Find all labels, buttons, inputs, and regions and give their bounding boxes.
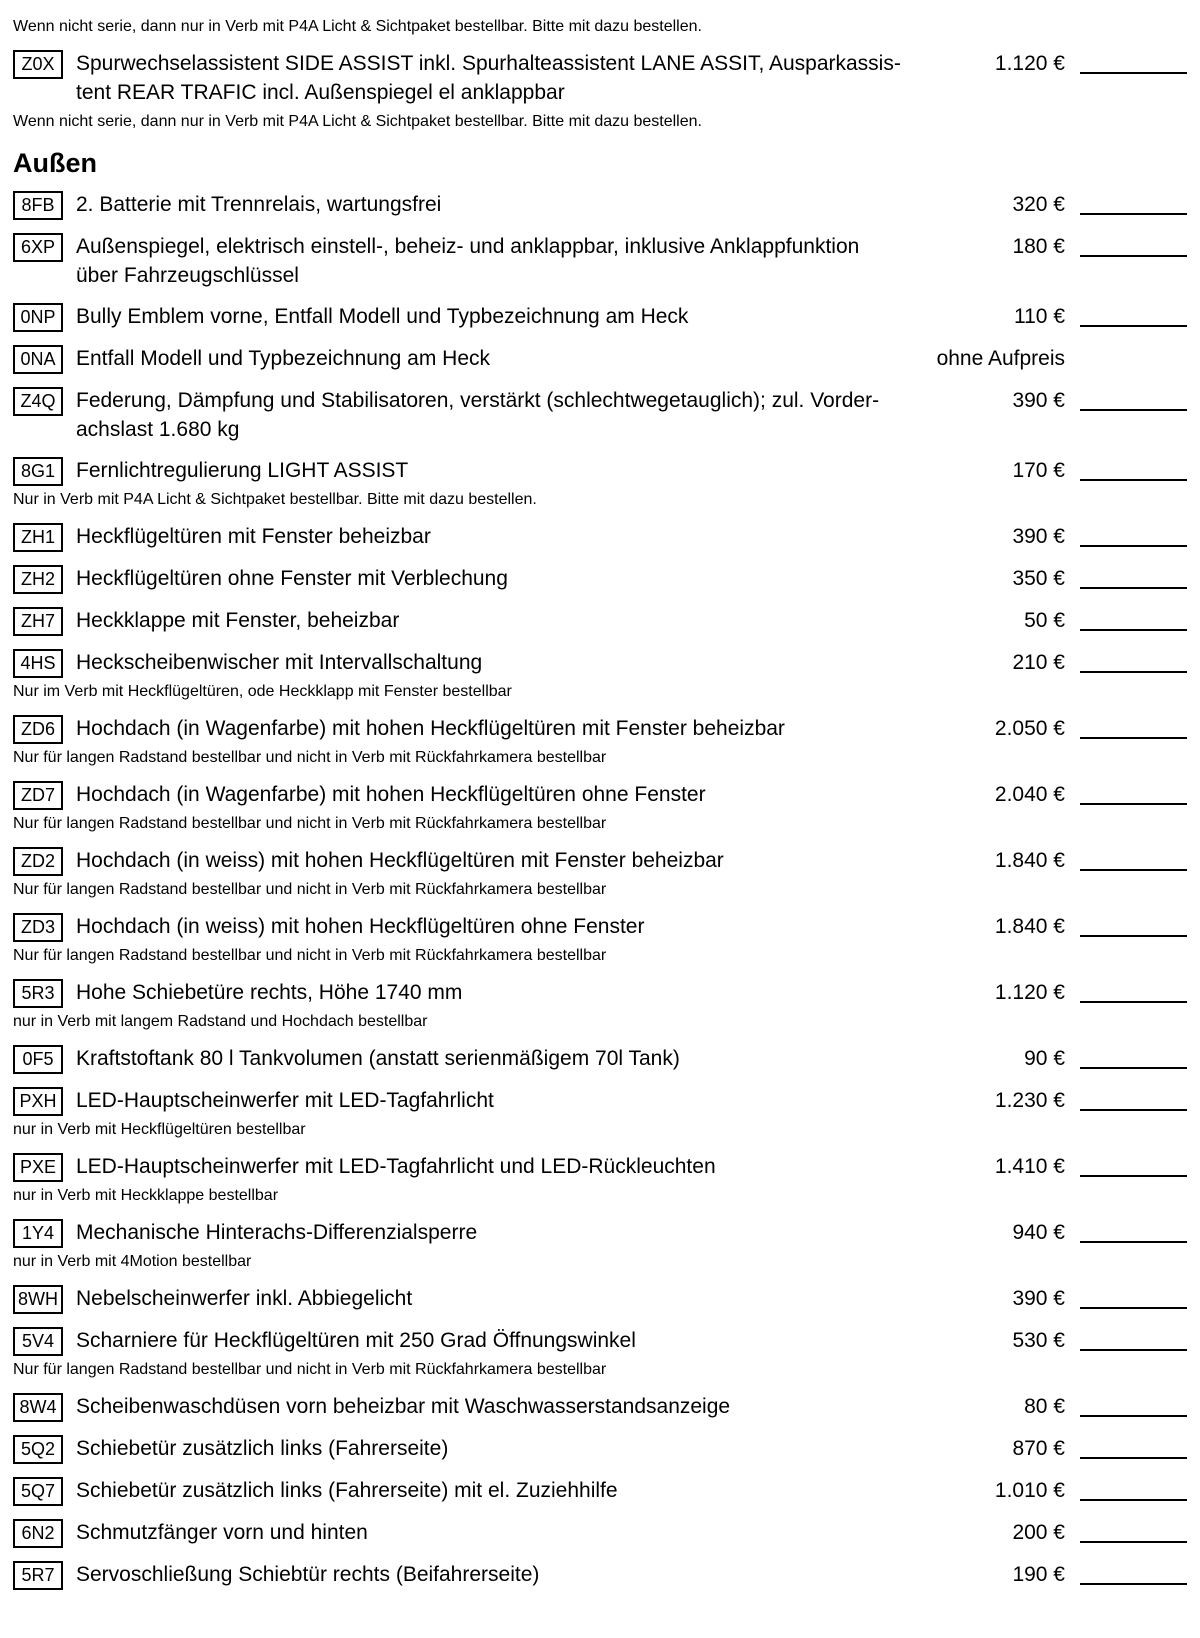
option-row bbox=[13, 49, 1187, 107]
order-fill-line[interactable] bbox=[1080, 780, 1187, 805]
option-description-line: achslast 1.680 kg bbox=[76, 418, 240, 441]
option-row bbox=[13, 1284, 1187, 1314]
order-fill-line[interactable] bbox=[1080, 1326, 1187, 1351]
option-code: Z4Q bbox=[20, 391, 56, 411]
option-code-box bbox=[13, 303, 63, 332]
option-row bbox=[13, 1044, 1187, 1074]
option-code-box bbox=[13, 1519, 63, 1548]
order-line-column bbox=[1065, 606, 1187, 631]
option-row bbox=[13, 1392, 1187, 1422]
order-fill-line[interactable] bbox=[1080, 302, 1187, 327]
option-code: 8FB bbox=[21, 195, 55, 215]
order-fill-line[interactable] bbox=[1080, 1476, 1187, 1501]
option-code: 6XP bbox=[20, 237, 56, 257]
restriction-note: nur in Verb mit langem Radstand und Hochdach bestellbar bbox=[13, 1013, 428, 1030]
option-price: 50 € bbox=[1024, 609, 1065, 632]
option-description bbox=[76, 1152, 935, 1181]
option-description-line: über Fahrzeugschlüssel bbox=[76, 264, 299, 287]
option-row bbox=[13, 1326, 1187, 1356]
option-code-box bbox=[13, 1327, 63, 1356]
option-description-line: Federung, Dämpfung und Stabilisatoren, verstärkt (schlechtwegetauglich); zul. Vorder- bbox=[76, 389, 880, 412]
option-code-box bbox=[13, 1561, 63, 1590]
option-code: ZD7 bbox=[20, 785, 55, 805]
option-description-line: Hochdach (in weiss) mit hohen Heckflügeltüren mit Fenster beheizbar bbox=[76, 849, 724, 872]
option-description bbox=[76, 1086, 935, 1115]
option-description bbox=[76, 1560, 935, 1589]
option-price: 530 € bbox=[1012, 1329, 1065, 1352]
order-fill-line[interactable] bbox=[1080, 1518, 1187, 1543]
option-row bbox=[13, 714, 1187, 744]
order-line-column bbox=[1065, 648, 1187, 673]
option-price: 110 € bbox=[1014, 305, 1065, 328]
option-code: ZH1 bbox=[20, 527, 55, 547]
option-price: 180 € bbox=[1012, 235, 1065, 258]
option-code-box bbox=[13, 607, 63, 636]
option-code: 5V4 bbox=[21, 1331, 55, 1351]
option-code: 1Y4 bbox=[21, 1223, 55, 1243]
option-code-box bbox=[13, 781, 63, 810]
option-code: 5Q7 bbox=[20, 1481, 56, 1501]
option-row bbox=[13, 456, 1187, 486]
order-line-column bbox=[1065, 978, 1187, 1003]
option-price: 390 € bbox=[1012, 525, 1065, 548]
order-fill-line[interactable] bbox=[1080, 1560, 1187, 1585]
order-line-column bbox=[1065, 912, 1187, 937]
order-fill-line[interactable] bbox=[1080, 386, 1187, 411]
option-price: 390 € bbox=[1012, 1287, 1065, 1310]
option-code: ZH2 bbox=[20, 569, 55, 589]
order-line-column bbox=[1065, 386, 1187, 411]
option-price: 870 € bbox=[1012, 1437, 1065, 1460]
option-description-line: Schmutzfänger vorn und hinten bbox=[76, 1521, 368, 1544]
option-row bbox=[13, 1434, 1187, 1464]
option-description-line: Hochdach (in Wagenfarbe) mit hohen Heckflügeltüren mit Fenster beheizbar bbox=[76, 717, 785, 740]
order-fill-line[interactable] bbox=[1080, 1218, 1187, 1243]
option-price: 350 € bbox=[1012, 567, 1065, 590]
option-code-box bbox=[13, 1435, 63, 1464]
option-code: 0NA bbox=[20, 349, 56, 369]
option-row bbox=[13, 302, 1187, 332]
option-description bbox=[76, 1518, 935, 1547]
order-fill-line[interactable] bbox=[1080, 456, 1187, 481]
order-fill-line[interactable] bbox=[1080, 1434, 1187, 1459]
option-description bbox=[76, 912, 935, 941]
option-code-box bbox=[13, 715, 63, 744]
restriction-note: Wenn nicht serie, dann nur in Verb mit P4A Licht & Sichtpaket bestellbar. Bitte mit dazu bestellen. bbox=[13, 113, 702, 130]
option-price: 90 € bbox=[1024, 1047, 1065, 1070]
option-code: ZH7 bbox=[20, 611, 55, 631]
order-line-column bbox=[1065, 190, 1187, 215]
option-description bbox=[76, 190, 935, 219]
option-code-box bbox=[13, 847, 63, 876]
option-price: 80 € bbox=[1024, 1395, 1065, 1418]
order-line-column bbox=[1065, 1044, 1187, 1069]
option-description bbox=[76, 1392, 935, 1421]
order-line-column bbox=[1065, 1476, 1187, 1501]
option-code-box bbox=[13, 1087, 63, 1116]
option-code: 5R7 bbox=[21, 1565, 55, 1585]
option-price: 170 € bbox=[1012, 459, 1065, 482]
order-line-column bbox=[1065, 1392, 1187, 1417]
option-price: 210 € bbox=[1012, 651, 1065, 674]
option-description-line: Mechanische Hinterachs-Differenzialsperre bbox=[76, 1221, 478, 1244]
option-code-box bbox=[13, 523, 63, 552]
option-description-line: tent REAR TRAFIC incl. Außenspiegel el anklappbar bbox=[76, 81, 565, 104]
restriction-note: Wenn nicht serie, dann nur in Verb mit P4A Licht & Sichtpaket bestellbar. Bitte mit dazu bestellen. bbox=[13, 18, 702, 35]
order-line-column bbox=[1065, 846, 1187, 871]
option-description-line: LED-Hauptscheinwerfer mit LED-Tagfahrlicht bbox=[76, 1089, 494, 1112]
option-code: 8G1 bbox=[20, 461, 56, 481]
order-line-column bbox=[1065, 1284, 1187, 1309]
order-fill-line[interactable] bbox=[1080, 190, 1187, 215]
option-price: 1.120 € bbox=[994, 52, 1065, 75]
order-line-column bbox=[1065, 456, 1187, 481]
order-fill-line[interactable] bbox=[1080, 1086, 1187, 1111]
option-description-line: Schiebetür zusätzlich links (Fahrerseite) bbox=[76, 1437, 449, 1460]
option-description bbox=[76, 564, 935, 593]
option-description bbox=[76, 1326, 935, 1355]
order-line-column bbox=[1065, 232, 1187, 257]
option-code-box bbox=[13, 913, 63, 942]
restriction-note: Nur im Verb mit Heckflügeltüren, ode Heckklapp mit Fenster bestellbar bbox=[13, 683, 512, 700]
option-row bbox=[13, 1218, 1187, 1248]
option-code: ZD3 bbox=[20, 917, 55, 937]
option-price: 1.410 € bbox=[994, 1155, 1065, 1178]
option-description-line: Heckscheibenwischer mit Intervallschaltung bbox=[76, 651, 483, 674]
restriction-note: Nur für langen Radstand bestellbar und nicht in Verb mit Rückfahrkamera bestellbar bbox=[13, 881, 607, 898]
option-row bbox=[13, 1152, 1187, 1182]
option-code-box bbox=[13, 1285, 63, 1314]
restriction-note: Nur für langen Radstand bestellbar und nicht in Verb mit Rückfahrkamera bestellbar bbox=[13, 815, 607, 832]
option-code: PXH bbox=[19, 1091, 57, 1111]
option-code-box bbox=[13, 345, 63, 374]
option-price: 1.840 € bbox=[994, 849, 1065, 872]
order-line-column bbox=[1065, 522, 1187, 547]
document-body bbox=[13, 16, 1187, 1590]
option-price: 320 € bbox=[1012, 193, 1065, 216]
option-price: 2.050 € bbox=[994, 717, 1065, 740]
option-row bbox=[13, 190, 1187, 220]
order-fill-line[interactable] bbox=[1080, 49, 1187, 74]
option-row bbox=[13, 1518, 1187, 1548]
option-description bbox=[76, 780, 935, 809]
option-description-line: Heckflügeltüren mit Fenster beheizbar bbox=[76, 525, 431, 548]
option-code: 8W4 bbox=[19, 1397, 57, 1417]
option-price: 1.010 € bbox=[994, 1479, 1065, 1502]
option-row bbox=[13, 564, 1187, 594]
option-code: 8WH bbox=[18, 1289, 58, 1309]
order-fill-line[interactable] bbox=[1080, 606, 1187, 631]
option-code: 6N2 bbox=[21, 1523, 55, 1543]
option-code-box bbox=[13, 1393, 63, 1422]
order-fill-line[interactable] bbox=[1080, 1392, 1187, 1417]
option-description bbox=[76, 606, 935, 635]
option-description bbox=[76, 846, 935, 875]
order-line-column bbox=[1065, 564, 1187, 589]
option-description bbox=[76, 1044, 935, 1073]
option-description-line: Nebelscheinwerfer inkl. Abbiegelicht bbox=[76, 1287, 413, 1310]
option-description-line: Bully Emblem vorne, Entfall Modell und Typbezeichnung am Heck bbox=[76, 305, 689, 328]
order-fill-line[interactable] bbox=[1080, 564, 1187, 589]
option-row bbox=[13, 648, 1187, 678]
option-description bbox=[76, 49, 935, 107]
order-line-column bbox=[1065, 1086, 1187, 1111]
option-description bbox=[76, 648, 935, 677]
option-description bbox=[76, 302, 935, 331]
option-code-box bbox=[13, 1045, 63, 1074]
option-description bbox=[76, 1434, 935, 1463]
order-fill-line[interactable] bbox=[1080, 522, 1187, 547]
option-price: 190 € bbox=[1012, 1563, 1065, 1586]
option-row bbox=[13, 912, 1187, 942]
option-price: 200 € bbox=[1012, 1521, 1065, 1544]
restriction-note: Nur für langen Radstand bestellbar und nicht in Verb mit Rückfahrkamera bestellbar bbox=[13, 1361, 607, 1378]
option-code-box bbox=[13, 1219, 63, 1248]
option-description-line: Hohe Schiebetüre rechts, Höhe 1740 mm bbox=[76, 981, 463, 1004]
option-description-line: Fernlichtregulierung LIGHT ASSIST bbox=[76, 459, 409, 482]
option-price: 2.040 € bbox=[994, 783, 1065, 806]
order-fill-line[interactable] bbox=[1080, 1284, 1187, 1309]
option-row bbox=[13, 344, 1187, 374]
order-fill-line[interactable] bbox=[1080, 846, 1187, 871]
order-fill-line[interactable] bbox=[1080, 1152, 1187, 1177]
restriction-note: nur in Verb mit 4Motion bestellbar bbox=[13, 1253, 252, 1270]
option-description bbox=[76, 1476, 935, 1505]
order-line-column bbox=[1065, 1152, 1187, 1177]
option-code-box bbox=[13, 191, 63, 220]
option-price: 1.840 € bbox=[994, 915, 1065, 938]
option-description-line: Entfall Modell und Typbezeichnung am Heck bbox=[76, 347, 491, 370]
option-description bbox=[76, 978, 935, 1007]
order-line-column bbox=[1065, 714, 1187, 739]
option-description bbox=[76, 232, 935, 290]
option-row bbox=[13, 386, 1187, 444]
option-code: ZD2 bbox=[20, 851, 55, 871]
option-code-box bbox=[13, 233, 63, 262]
order-line-column bbox=[1065, 1218, 1187, 1243]
option-row bbox=[13, 978, 1187, 1008]
option-description-line: Spurwechselassistent SIDE ASSIST inkl. Spurhalteassistent LANE ASSIT, Ausparkassis- bbox=[76, 52, 901, 75]
option-code: 5R3 bbox=[21, 983, 55, 1003]
restriction-note: Nur für langen Radstand bestellbar und nicht in Verb mit Rückfahrkamera bestellbar bbox=[13, 749, 607, 766]
option-description-line: Hochdach (in Wagenfarbe) mit hohen Heckflügeltüren ohne Fenster bbox=[76, 783, 706, 806]
option-price: ohne Aufpreis bbox=[936, 347, 1065, 370]
option-row bbox=[13, 780, 1187, 810]
order-line-column bbox=[1065, 1326, 1187, 1351]
option-description bbox=[76, 386, 935, 444]
option-code-box bbox=[13, 50, 63, 79]
option-price: 1.120 € bbox=[994, 981, 1065, 1004]
restriction-note: Nur in Verb mit P4A Licht & Sichtpaket bestellbar. Bitte mit dazu bestellen. bbox=[13, 491, 537, 508]
option-description-line: Kraftstoftank 80 l Tankvolumen (anstatt serienmäßigem 70l Tank) bbox=[76, 1047, 680, 1070]
option-code-box bbox=[13, 387, 63, 416]
option-code: 4HS bbox=[20, 653, 56, 673]
option-code: ZD6 bbox=[20, 719, 55, 739]
option-description bbox=[76, 522, 935, 551]
option-description bbox=[76, 456, 935, 485]
restriction-note: nur in Verb mit Heckflügeltüren bestellbar bbox=[13, 1121, 306, 1138]
option-description-line: Servoschließung Schiebtür rechts (Beifahrerseite) bbox=[76, 1563, 540, 1586]
option-price: 1.230 € bbox=[994, 1089, 1065, 1112]
option-description-line: Heckflügeltüren ohne Fenster mit Verblechung bbox=[76, 567, 508, 590]
option-description bbox=[76, 1218, 935, 1247]
option-row bbox=[13, 606, 1187, 636]
restriction-note: Nur für langen Radstand bestellbar und nicht in Verb mit Rückfahrkamera bestellbar bbox=[13, 947, 607, 964]
option-code: 0F5 bbox=[22, 1049, 54, 1069]
order-line-column bbox=[1065, 302, 1187, 327]
option-code: Z0X bbox=[21, 54, 55, 74]
option-description-line: LED-Hauptscheinwerfer mit LED-Tagfahrlicht und LED-Rückleuchten bbox=[76, 1155, 716, 1178]
order-fill-line[interactable] bbox=[1080, 978, 1187, 1003]
option-code-box bbox=[13, 1477, 63, 1506]
option-row bbox=[13, 232, 1187, 290]
option-description-line: 2. Batterie mit Trennrelais, wartungsfrei bbox=[76, 193, 442, 216]
option-description bbox=[76, 1284, 935, 1313]
option-row bbox=[13, 522, 1187, 552]
option-code-box bbox=[13, 979, 63, 1008]
option-code-box bbox=[13, 457, 63, 486]
order-fill-line[interactable] bbox=[1080, 648, 1187, 673]
option-description-line: Hochdach (in weiss) mit hohen Heckflügeltüren ohne Fenster bbox=[76, 915, 645, 938]
order-fill-line[interactable] bbox=[1080, 912, 1187, 937]
option-description-line: Heckklappe mit Fenster, beheizbar bbox=[76, 609, 400, 632]
option-description bbox=[76, 344, 935, 373]
order-fill-line[interactable] bbox=[1080, 232, 1187, 257]
option-row bbox=[13, 1086, 1187, 1116]
option-code: 0NP bbox=[20, 307, 56, 327]
option-description-line: Scheibenwaschdüsen vorn beheizbar mit Waschwasserstandsanzeige bbox=[76, 1395, 731, 1418]
order-line-column bbox=[1065, 780, 1187, 805]
order-line-column bbox=[1065, 1560, 1187, 1585]
option-code-box bbox=[13, 1153, 63, 1182]
option-code-box bbox=[13, 565, 63, 594]
option-price: 390 € bbox=[1012, 389, 1065, 412]
option-description bbox=[76, 714, 935, 743]
order-fill-line[interactable] bbox=[1080, 1044, 1187, 1069]
option-code: 5Q2 bbox=[20, 1439, 56, 1459]
section-heading: Außen bbox=[13, 148, 97, 178]
option-row bbox=[13, 1476, 1187, 1506]
option-row bbox=[13, 1560, 1187, 1590]
option-row bbox=[13, 846, 1187, 876]
option-code: PXE bbox=[19, 1157, 57, 1177]
option-description-line: Außenspiegel, elektrisch einstell-, beheiz- und anklappbar, inklusive Anklappfunktion bbox=[76, 235, 860, 258]
restriction-note: nur in Verb mit Heckklappe bestellbar bbox=[13, 1187, 279, 1204]
option-code-box bbox=[13, 649, 63, 678]
order-fill-line[interactable] bbox=[1080, 714, 1187, 739]
order-line-column bbox=[1065, 1518, 1187, 1543]
order-line-column bbox=[1065, 1434, 1187, 1459]
option-price: 940 € bbox=[1012, 1221, 1065, 1244]
option-description-line: Schiebetür zusätzlich links (Fahrerseite) mit el. Zuziehhilfe bbox=[76, 1479, 618, 1502]
order-line-column bbox=[1065, 49, 1187, 74]
option-description-line: Scharniere für Heckflügeltüren mit 250 Grad Öffnungswinkel bbox=[76, 1329, 636, 1352]
